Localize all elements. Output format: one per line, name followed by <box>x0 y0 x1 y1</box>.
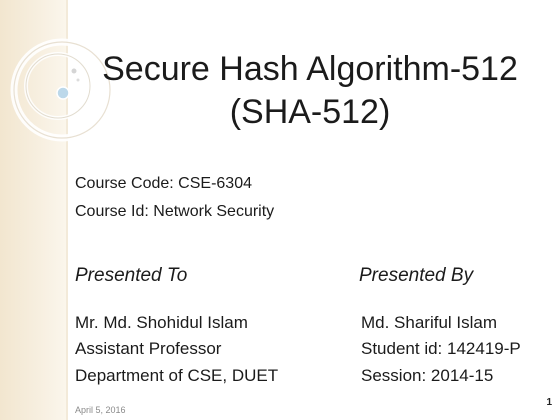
slide-title <box>70 48 550 134</box>
page-number: 1 <box>546 397 552 408</box>
slide-date: April 5, 2016 <box>75 405 126 415</box>
supervisor-department: Department of CSE, DUET <box>75 366 279 385</box>
supervisor-designation: Assistant Professor <box>75 339 222 358</box>
supervisor-name: Mr. Md. Shohidul Islam <box>75 313 248 332</box>
course-code: Course Code: CSE-6304 <box>75 175 252 192</box>
presenter-name: Md. Shariful Islam <box>361 313 498 332</box>
blue-bead-icon <box>57 87 69 99</box>
presented-to-heading: Presented To <box>75 265 188 286</box>
title-line-2: (SHA-512) <box>229 93 391 131</box>
presenter-session: Session: 2014-15 <box>361 366 494 385</box>
presenter-student-id: Student id: 142419-P <box>361 339 521 358</box>
presented-by-heading: Presented By <box>359 265 474 286</box>
title-line-1: Secure Hash Algorithm-512 <box>102 50 518 88</box>
course-id: Course Id: Network Security <box>75 203 275 220</box>
